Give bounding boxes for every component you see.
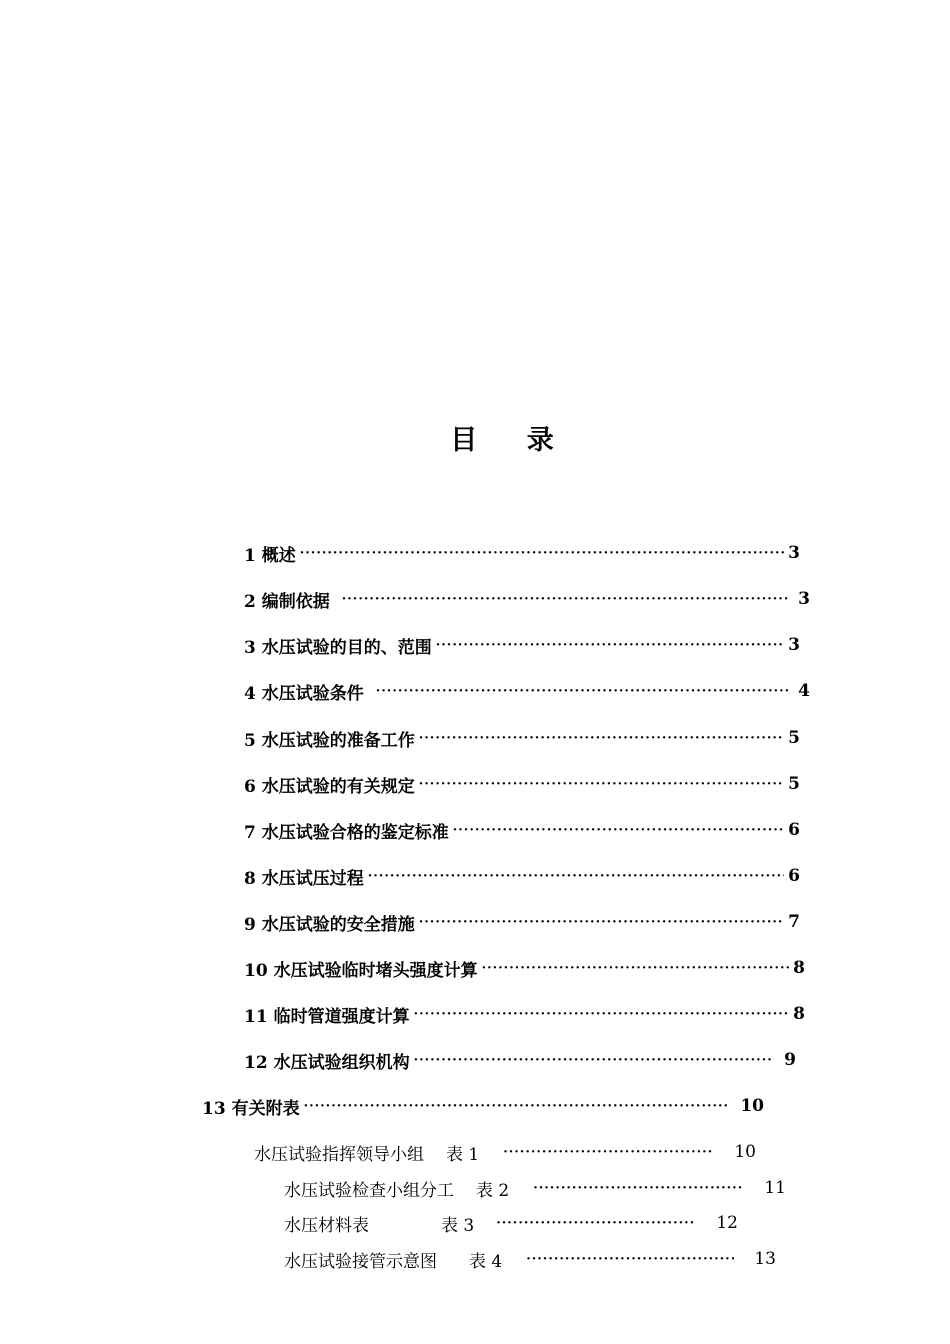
toc-label: 7 水压试验合格的鉴定标准 [244, 822, 449, 843]
toc-page: 8 [793, 1004, 805, 1024]
toc-entry[interactable] [244, 864, 800, 888]
leader-dots [533, 1181, 744, 1196]
appendix-page: 12 [716, 1213, 738, 1233]
leader-dots [436, 638, 784, 653]
toc-entry[interactable] [244, 541, 800, 565]
toc-entry[interactable] [244, 587, 810, 611]
toc-label: 6 水压试验的有关规定 [244, 776, 415, 797]
toc-page: 4 [798, 681, 810, 701]
appendix-label: 水压试验指挥领导小组 [254, 1144, 424, 1165]
leader-dots [496, 1216, 696, 1231]
toc-page: 3 [788, 543, 800, 563]
leader-dots [503, 1145, 714, 1160]
toc-label: 12 水压试验组织机构 [244, 1052, 410, 1073]
toc-label: 9 水压试验的安全措施 [244, 914, 415, 935]
toc-page: 7 [788, 912, 800, 932]
toc-entry[interactable] [244, 679, 810, 703]
toc-page: 10 [740, 1096, 764, 1116]
leader-dots [304, 1099, 729, 1114]
leader-dots [376, 684, 788, 699]
appendix-table-no: 表 1 [446, 1144, 480, 1165]
toc-entry[interactable] [244, 772, 800, 796]
toc-page: 6 [788, 866, 800, 886]
toc-page: 3 [798, 589, 810, 609]
toc-entry[interactable] [244, 910, 800, 934]
appendix-label: 水压试验检查小组分工 [284, 1180, 454, 1201]
toc-entry[interactable] [244, 818, 800, 842]
toc-label: 1 概述 [244, 545, 296, 566]
appendix-table-no: 表 4 [469, 1251, 503, 1272]
toc-label: 4 水压试验条件 [244, 683, 364, 704]
leader-dots [526, 1252, 734, 1267]
appendix-page: 10 [734, 1142, 756, 1162]
toc-label: 3 水压试验的目的、范围 [244, 637, 432, 658]
toc-page: 9 [784, 1050, 796, 1070]
appendix-entry[interactable] [284, 1176, 786, 1200]
page-title: 目 录 [450, 425, 574, 456]
leader-dots [482, 961, 790, 976]
leader-dots [414, 1007, 790, 1022]
toc-page: 8 [793, 958, 805, 978]
appendix-page: 11 [764, 1178, 786, 1198]
appendix-table-no: 表 2 [476, 1180, 510, 1201]
toc-page: 5 [788, 774, 800, 794]
appendix-table-no: 表 3 [441, 1215, 475, 1236]
leader-dots [368, 869, 784, 884]
toc-entry[interactable] [244, 726, 800, 750]
appendix-entry[interactable] [254, 1140, 756, 1164]
toc-entry[interactable] [244, 1002, 805, 1026]
toc-label: 10 水压试验临时堵头强度计算 [244, 960, 478, 981]
appendix-label: 水压试验接管示意图 [284, 1251, 437, 1272]
toc-entry[interactable] [244, 1048, 796, 1072]
toc-entry[interactable] [202, 1094, 764, 1118]
toc-label: 5 水压试验的准备工作 [244, 730, 415, 751]
appendix-entry[interactable] [284, 1211, 738, 1235]
appendix-entry[interactable] [284, 1247, 776, 1271]
toc-label: 2 编制依据 [244, 591, 330, 612]
toc-page: 5 [788, 728, 800, 748]
leader-dots [453, 823, 784, 838]
toc-label: 13 有关附表 [202, 1098, 300, 1119]
toc-page: 3 [788, 635, 800, 655]
leader-dots [300, 546, 784, 561]
toc-label: 11 临时管道强度计算 [244, 1006, 410, 1027]
toc-label: 8 水压试压过程 [244, 868, 364, 889]
appendix-label: 水压材料表 [284, 1215, 369, 1236]
toc-entry[interactable] [244, 633, 800, 657]
leader-dots [419, 731, 784, 746]
leader-dots [419, 777, 784, 792]
leader-dots [342, 592, 788, 607]
leader-dots [414, 1053, 775, 1068]
leader-dots [419, 915, 784, 930]
appendix-page: 13 [754, 1249, 776, 1269]
toc-page: 6 [788, 820, 800, 840]
toc-entry[interactable] [244, 956, 805, 980]
